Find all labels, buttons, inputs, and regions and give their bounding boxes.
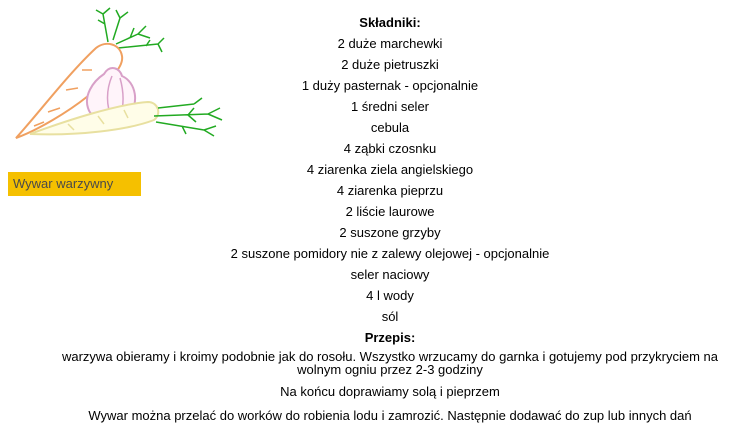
recipe-content xyxy=(40,12,740,432)
recipe-heading: Przepis: xyxy=(364,330,416,345)
recipe-step: Na końcu doprawiamy solą i pieprzem xyxy=(280,384,500,399)
ingredient-item: 4 ząbki czosnku xyxy=(343,141,437,156)
ingredient-item: 4 l wody xyxy=(366,288,414,303)
ingredient-item: 2 duże marchewki xyxy=(337,36,443,51)
ingredient-item: sól xyxy=(381,309,399,324)
ingredient-item: 2 duże pietruszki xyxy=(341,57,439,72)
ingredients-heading: Składniki: xyxy=(359,15,421,30)
ingredient-item: 1 średni seler xyxy=(350,99,430,114)
ingredients-list xyxy=(40,33,740,327)
ingredient-item: 1 duży pasternak - opcjonalnie xyxy=(301,78,479,93)
ingredient-item: 2 liście laurowe xyxy=(345,204,435,219)
recipe-step: warzywa obieramy i kroimy podobnie jak do rosołu. Wszystko wrzucamy do garnka i gotujemy pod przykryciem na wolnym ogniu przez 2-3 godziny xyxy=(61,349,719,377)
ingredient-item: 4 ziarenka pieprzu xyxy=(336,183,444,198)
ingredient-item: 2 suszone grzyby xyxy=(339,225,441,240)
ingredient-item: 2 suszone pomidory nie z zalewy olejowej - opcjonalnie xyxy=(230,246,550,261)
ingredient-item: 4 ziarenka ziela angielskiego xyxy=(306,162,474,177)
ingredient-item: cebula xyxy=(370,120,410,135)
recipe-step: Wywar można przelać do worków do robienia lodu i zamrozić. Następnie dodawać do zup lub innych dań xyxy=(88,408,692,423)
ingredient-item: seler naciowy xyxy=(350,267,430,282)
recipe-steps xyxy=(40,350,740,424)
recipe-title-badge: Wywar warzywny xyxy=(8,172,141,196)
